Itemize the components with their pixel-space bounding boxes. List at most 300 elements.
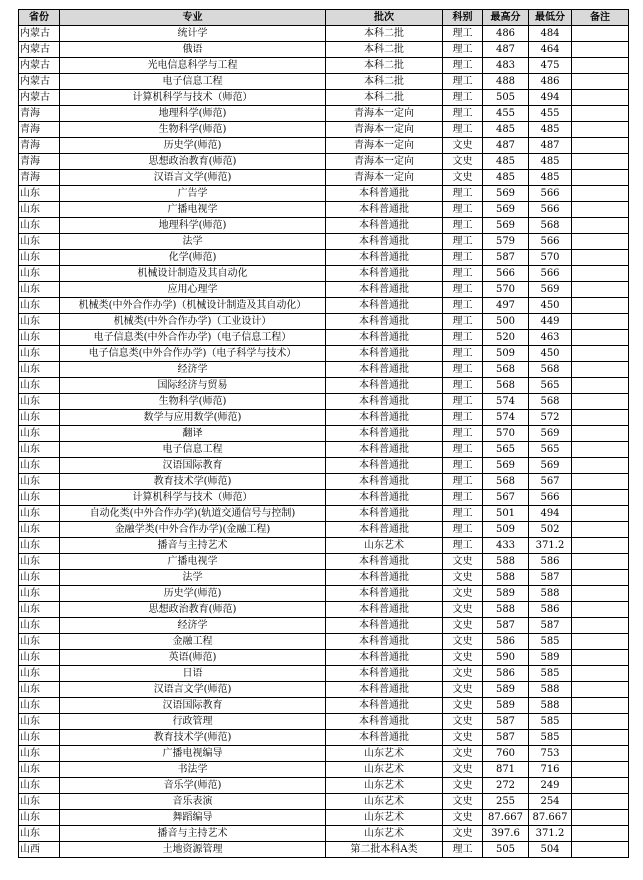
note-cell xyxy=(572,90,629,106)
batch-cell: 本科二批 xyxy=(326,74,443,90)
batch-cell: 青海本一定向 xyxy=(326,154,443,170)
batch-cell: 青海本一定向 xyxy=(326,106,443,122)
note-cell xyxy=(572,586,629,602)
province-cell: 山东 xyxy=(19,378,60,394)
batch-cell: 本科普通批 xyxy=(326,234,443,250)
table-row xyxy=(19,490,629,506)
batch-cell: 本科普通批 xyxy=(326,650,443,666)
table-row xyxy=(19,42,629,58)
province-cell: 山东 xyxy=(19,218,60,234)
subject-cell: 理工 xyxy=(443,362,483,378)
subject-cell: 理工 xyxy=(443,58,483,74)
province-cell: 山东 xyxy=(19,458,60,474)
note-cell xyxy=(572,490,629,506)
table-row xyxy=(19,842,629,858)
min-score-cell: 753 xyxy=(529,746,572,762)
province-cell: 山东 xyxy=(19,634,60,650)
max-score-cell: 509 xyxy=(483,346,529,362)
table-row xyxy=(19,522,629,538)
max-score-cell: 569 xyxy=(483,458,529,474)
max-score-cell: 574 xyxy=(483,410,529,426)
note-cell xyxy=(572,218,629,234)
note-cell xyxy=(572,602,629,618)
note-cell xyxy=(572,138,629,154)
min-score-cell: 589 xyxy=(529,650,572,666)
max-score-cell: 587 xyxy=(483,730,529,746)
min-score-cell: 371.2 xyxy=(529,538,572,554)
note-cell xyxy=(572,186,629,202)
province-cell: 山东 xyxy=(19,778,60,794)
min-score-cell: 249 xyxy=(529,778,572,794)
major-cell: 土地资源管理 xyxy=(60,842,326,858)
table-row xyxy=(19,218,629,234)
batch-cell: 山东艺术 xyxy=(326,538,443,554)
max-score-cell: 483 xyxy=(483,58,529,74)
batch-cell: 本科普通批 xyxy=(326,218,443,234)
batch-cell: 本科普通批 xyxy=(326,618,443,634)
min-score-cell: 486 xyxy=(529,74,572,90)
subject-cell: 理工 xyxy=(443,266,483,282)
max-score-cell: 568 xyxy=(483,474,529,490)
batch-cell: 第二批本科A类 xyxy=(326,842,443,858)
max-score-cell: 397.6 xyxy=(483,826,529,842)
note-cell xyxy=(572,298,629,314)
subject-cell: 文史 xyxy=(443,138,483,154)
province-cell: 山东 xyxy=(19,442,60,458)
note-cell xyxy=(572,762,629,778)
max-score-cell: 590 xyxy=(483,650,529,666)
max-score-cell: 589 xyxy=(483,682,529,698)
note-cell xyxy=(572,362,629,378)
table-row xyxy=(19,682,629,698)
batch-cell: 本科普通批 xyxy=(326,506,443,522)
table-row xyxy=(19,426,629,442)
min-score-cell: 588 xyxy=(529,698,572,714)
min-score-cell: 494 xyxy=(529,90,572,106)
subject-cell: 文史 xyxy=(443,746,483,762)
major-cell: 书法学 xyxy=(60,762,326,778)
province-cell: 青海 xyxy=(19,154,60,170)
max-score-cell: 520 xyxy=(483,330,529,346)
batch-cell: 本科普通批 xyxy=(326,394,443,410)
table-row xyxy=(19,762,629,778)
batch-cell: 本科普通批 xyxy=(326,602,443,618)
header-row xyxy=(19,10,629,26)
note-cell xyxy=(572,122,629,138)
max-score-cell: 587 xyxy=(483,714,529,730)
subject-cell: 文史 xyxy=(443,602,483,618)
table-row xyxy=(19,826,629,842)
min-score-cell: 568 xyxy=(529,394,572,410)
header-batch: 批次 xyxy=(326,10,443,26)
note-cell xyxy=(572,634,629,650)
note-cell xyxy=(572,666,629,682)
note-cell xyxy=(572,26,629,42)
province-cell: 青海 xyxy=(19,106,60,122)
major-cell: 教育技术学(师范) xyxy=(60,730,326,746)
major-cell: 电子信息工程 xyxy=(60,74,326,90)
subject-cell: 文史 xyxy=(443,554,483,570)
min-score-cell: 570 xyxy=(529,250,572,266)
batch-cell: 青海本一定向 xyxy=(326,138,443,154)
batch-cell: 本科普通批 xyxy=(326,426,443,442)
min-score-cell: 450 xyxy=(529,298,572,314)
min-score-cell: 565 xyxy=(529,442,572,458)
min-score-cell: 504 xyxy=(529,842,572,858)
major-cell: 光电信息科学与工程 xyxy=(60,58,326,74)
note-cell xyxy=(572,538,629,554)
major-cell: 广播电视学 xyxy=(60,202,326,218)
major-cell: 教育技术学(师范) xyxy=(60,474,326,490)
note-cell xyxy=(572,330,629,346)
province-cell: 山东 xyxy=(19,602,60,618)
max-score-cell: 586 xyxy=(483,666,529,682)
table-row xyxy=(19,666,629,682)
subject-cell: 文史 xyxy=(443,730,483,746)
batch-cell: 本科二批 xyxy=(326,26,443,42)
max-score-cell: 567 xyxy=(483,490,529,506)
province-cell: 山东 xyxy=(19,330,60,346)
province-cell: 山东 xyxy=(19,586,60,602)
table-row xyxy=(19,170,629,186)
subject-cell: 理工 xyxy=(443,186,483,202)
subject-cell: 理工 xyxy=(443,426,483,442)
subject-cell: 文史 xyxy=(443,794,483,810)
table-row xyxy=(19,634,629,650)
province-cell: 内蒙古 xyxy=(19,26,60,42)
subject-cell: 理工 xyxy=(443,250,483,266)
province-cell: 山东 xyxy=(19,810,60,826)
max-score-cell: 497 xyxy=(483,298,529,314)
note-cell xyxy=(572,810,629,826)
min-score-cell: 455 xyxy=(529,106,572,122)
major-cell: 应用心理学 xyxy=(60,282,326,298)
note-cell xyxy=(572,794,629,810)
max-score-cell: 255 xyxy=(483,794,529,810)
note-cell xyxy=(572,682,629,698)
province-cell: 山东 xyxy=(19,346,60,362)
province-cell: 山东 xyxy=(19,794,60,810)
table-row xyxy=(19,234,629,250)
province-cell: 山东 xyxy=(19,714,60,730)
min-score-cell: 585 xyxy=(529,666,572,682)
major-cell: 历史学(师范) xyxy=(60,138,326,154)
major-cell: 电子信息类(中外合作办学)（电子信息工程） xyxy=(60,330,326,346)
batch-cell: 本科普通批 xyxy=(326,298,443,314)
min-score-cell: 716 xyxy=(529,762,572,778)
table-row xyxy=(19,618,629,634)
subject-cell: 理工 xyxy=(443,74,483,90)
province-cell: 山东 xyxy=(19,554,60,570)
major-cell: 广播电视学 xyxy=(60,554,326,570)
min-score-cell: 569 xyxy=(529,426,572,442)
table-row xyxy=(19,282,629,298)
table-row xyxy=(19,602,629,618)
max-score-cell: 485 xyxy=(483,122,529,138)
min-score-cell: 588 xyxy=(529,586,572,602)
header-major: 专业 xyxy=(60,10,326,26)
max-score-cell: 586 xyxy=(483,634,529,650)
table-row xyxy=(19,778,629,794)
province-cell: 山东 xyxy=(19,426,60,442)
min-score-cell: 587 xyxy=(529,618,572,634)
table-row xyxy=(19,730,629,746)
subject-cell: 理工 xyxy=(443,522,483,538)
province-cell: 山东 xyxy=(19,282,60,298)
note-cell xyxy=(572,506,629,522)
province-cell: 山西 xyxy=(19,842,60,858)
province-cell: 山东 xyxy=(19,474,60,490)
note-cell xyxy=(572,618,629,634)
table-row xyxy=(19,538,629,554)
province-cell: 山东 xyxy=(19,746,60,762)
major-cell: 自动化类(中外合作办学)(轨道交通信号与控制) xyxy=(60,506,326,522)
table-row xyxy=(19,106,629,122)
max-score-cell: 487 xyxy=(483,138,529,154)
major-cell: 生物科学(师范) xyxy=(60,394,326,410)
table-body xyxy=(19,26,629,858)
batch-cell: 山东艺术 xyxy=(326,826,443,842)
batch-cell: 本科普通批 xyxy=(326,410,443,426)
table-row xyxy=(19,90,629,106)
major-cell: 汉语言文学(师范) xyxy=(60,170,326,186)
subject-cell: 理工 xyxy=(443,282,483,298)
max-score-cell: 509 xyxy=(483,522,529,538)
major-cell: 思想政治教育(师范) xyxy=(60,154,326,170)
max-score-cell: 570 xyxy=(483,426,529,442)
max-score-cell: 272 xyxy=(483,778,529,794)
major-cell: 地理科学(师范) xyxy=(60,218,326,234)
major-cell: 机械设计制造及其自动化 xyxy=(60,266,326,282)
subject-cell: 理工 xyxy=(443,378,483,394)
subject-cell: 理工 xyxy=(443,506,483,522)
note-cell xyxy=(572,570,629,586)
batch-cell: 本科普通批 xyxy=(326,698,443,714)
min-score-cell: 586 xyxy=(529,602,572,618)
note-cell xyxy=(572,714,629,730)
table-row xyxy=(19,714,629,730)
max-score-cell: 565 xyxy=(483,442,529,458)
subject-cell: 文史 xyxy=(443,778,483,794)
subject-cell: 理工 xyxy=(443,202,483,218)
max-score-cell: 569 xyxy=(483,218,529,234)
batch-cell: 本科普通批 xyxy=(326,570,443,586)
subject-cell: 文史 xyxy=(443,810,483,826)
batch-cell: 本科普通批 xyxy=(326,714,443,730)
batch-cell: 本科普通批 xyxy=(326,474,443,490)
major-cell: 地理科学(师范) xyxy=(60,106,326,122)
major-cell: 俄语 xyxy=(60,42,326,58)
subject-cell: 文史 xyxy=(443,618,483,634)
batch-cell: 本科普通批 xyxy=(326,442,443,458)
min-score-cell: 569 xyxy=(529,282,572,298)
table-row xyxy=(19,250,629,266)
note-cell xyxy=(572,650,629,666)
major-cell: 经济学 xyxy=(60,362,326,378)
max-score-cell: 574 xyxy=(483,394,529,410)
table-row xyxy=(19,346,629,362)
min-score-cell: 566 xyxy=(529,234,572,250)
batch-cell: 本科普通批 xyxy=(326,490,443,506)
min-score-cell: 475 xyxy=(529,58,572,74)
batch-cell: 本科普通批 xyxy=(326,250,443,266)
note-cell xyxy=(572,474,629,490)
province-cell: 内蒙古 xyxy=(19,58,60,74)
subject-cell: 文史 xyxy=(443,682,483,698)
table-row xyxy=(19,810,629,826)
province-cell: 山东 xyxy=(19,506,60,522)
min-score-cell: 586 xyxy=(529,554,572,570)
note-cell xyxy=(572,426,629,442)
note-cell xyxy=(572,554,629,570)
province-cell: 山东 xyxy=(19,538,60,554)
note-cell xyxy=(572,442,629,458)
batch-cell: 山东艺术 xyxy=(326,810,443,826)
subject-cell: 理工 xyxy=(443,842,483,858)
header-min-score: 最低分 xyxy=(529,10,572,26)
table-row xyxy=(19,442,629,458)
document-page xyxy=(18,9,629,858)
max-score-cell: 587 xyxy=(483,618,529,634)
max-score-cell: 569 xyxy=(483,186,529,202)
min-score-cell: 566 xyxy=(529,490,572,506)
note-cell xyxy=(572,746,629,762)
province-cell: 山东 xyxy=(19,186,60,202)
batch-cell: 本科普通批 xyxy=(326,378,443,394)
max-score-cell: 569 xyxy=(483,202,529,218)
subject-cell: 理工 xyxy=(443,90,483,106)
province-cell: 山东 xyxy=(19,826,60,842)
table-row xyxy=(19,314,629,330)
major-cell: 历史学(师范) xyxy=(60,586,326,602)
max-score-cell: 588 xyxy=(483,554,529,570)
note-cell xyxy=(572,106,629,122)
max-score-cell: 501 xyxy=(483,506,529,522)
major-cell: 音乐表演 xyxy=(60,794,326,810)
major-cell: 音乐学(师范) xyxy=(60,778,326,794)
max-score-cell: 488 xyxy=(483,74,529,90)
batch-cell: 本科普通批 xyxy=(326,634,443,650)
subject-cell: 文史 xyxy=(443,666,483,682)
province-cell: 山东 xyxy=(19,234,60,250)
batch-cell: 本科普通批 xyxy=(326,314,443,330)
subject-cell: 理工 xyxy=(443,218,483,234)
batch-cell: 本科二批 xyxy=(326,42,443,58)
subject-cell: 理工 xyxy=(443,442,483,458)
major-cell: 经济学 xyxy=(60,618,326,634)
table-row xyxy=(19,698,629,714)
max-score-cell: 568 xyxy=(483,362,529,378)
major-cell: 行政管理 xyxy=(60,714,326,730)
major-cell: 机械类(中外合作办学)（工业设计） xyxy=(60,314,326,330)
min-score-cell: 585 xyxy=(529,714,572,730)
table-row xyxy=(19,394,629,410)
min-score-cell: 494 xyxy=(529,506,572,522)
batch-cell: 本科普通批 xyxy=(326,346,443,362)
max-score-cell: 587 xyxy=(483,250,529,266)
note-cell xyxy=(572,698,629,714)
min-score-cell: 450 xyxy=(529,346,572,362)
min-score-cell: 569 xyxy=(529,458,572,474)
major-cell: 舞蹈编导 xyxy=(60,810,326,826)
max-score-cell: 485 xyxy=(483,154,529,170)
batch-cell: 本科普通批 xyxy=(326,666,443,682)
province-cell: 山东 xyxy=(19,314,60,330)
table-row xyxy=(19,586,629,602)
province-cell: 山东 xyxy=(19,730,60,746)
major-cell: 思想政治教育(师范) xyxy=(60,602,326,618)
subject-cell: 文史 xyxy=(443,698,483,714)
max-score-cell: 566 xyxy=(483,266,529,282)
table-row xyxy=(19,186,629,202)
major-cell: 数学与应用数学(师范) xyxy=(60,410,326,426)
subject-cell: 文史 xyxy=(443,154,483,170)
min-score-cell: 485 xyxy=(529,154,572,170)
min-score-cell: 572 xyxy=(529,410,572,426)
subject-cell: 文史 xyxy=(443,762,483,778)
province-cell: 青海 xyxy=(19,138,60,154)
min-score-cell: 254 xyxy=(529,794,572,810)
major-cell: 汉语国际教育 xyxy=(60,458,326,474)
province-cell: 山东 xyxy=(19,666,60,682)
province-cell: 内蒙古 xyxy=(19,74,60,90)
table-row xyxy=(19,138,629,154)
max-score-cell: 871 xyxy=(483,762,529,778)
subject-cell: 文史 xyxy=(443,650,483,666)
max-score-cell: 760 xyxy=(483,746,529,762)
max-score-cell: 87.667 xyxy=(483,810,529,826)
subject-cell: 理工 xyxy=(443,410,483,426)
subject-cell: 文史 xyxy=(443,634,483,650)
batch-cell: 本科二批 xyxy=(326,58,443,74)
header-subject: 科别 xyxy=(443,10,483,26)
subject-cell: 理工 xyxy=(443,346,483,362)
subject-cell: 理工 xyxy=(443,314,483,330)
max-score-cell: 433 xyxy=(483,538,529,554)
note-cell xyxy=(572,202,629,218)
subject-cell: 理工 xyxy=(443,122,483,138)
min-score-cell: 87.667 xyxy=(529,810,572,826)
subject-cell: 理工 xyxy=(443,474,483,490)
subject-cell: 理工 xyxy=(443,26,483,42)
province-cell: 山东 xyxy=(19,202,60,218)
province-cell: 青海 xyxy=(19,122,60,138)
table-row xyxy=(19,330,629,346)
max-score-cell: 579 xyxy=(483,234,529,250)
note-cell xyxy=(572,378,629,394)
table-row xyxy=(19,122,629,138)
min-score-cell: 566 xyxy=(529,202,572,218)
province-cell: 青海 xyxy=(19,170,60,186)
max-score-cell: 455 xyxy=(483,106,529,122)
table-row xyxy=(19,298,629,314)
max-score-cell: 487 xyxy=(483,42,529,58)
batch-cell: 本科普通批 xyxy=(326,586,443,602)
batch-cell: 本科普通批 xyxy=(326,186,443,202)
note-cell xyxy=(572,458,629,474)
note-cell xyxy=(572,58,629,74)
min-score-cell: 566 xyxy=(529,186,572,202)
subject-cell: 理工 xyxy=(443,330,483,346)
max-score-cell: 588 xyxy=(483,602,529,618)
table-row xyxy=(19,154,629,170)
max-score-cell: 485 xyxy=(483,170,529,186)
table-row xyxy=(19,570,629,586)
province-cell: 山东 xyxy=(19,618,60,634)
batch-cell: 青海本一定向 xyxy=(326,122,443,138)
province-cell: 山东 xyxy=(19,762,60,778)
major-cell: 法学 xyxy=(60,234,326,250)
